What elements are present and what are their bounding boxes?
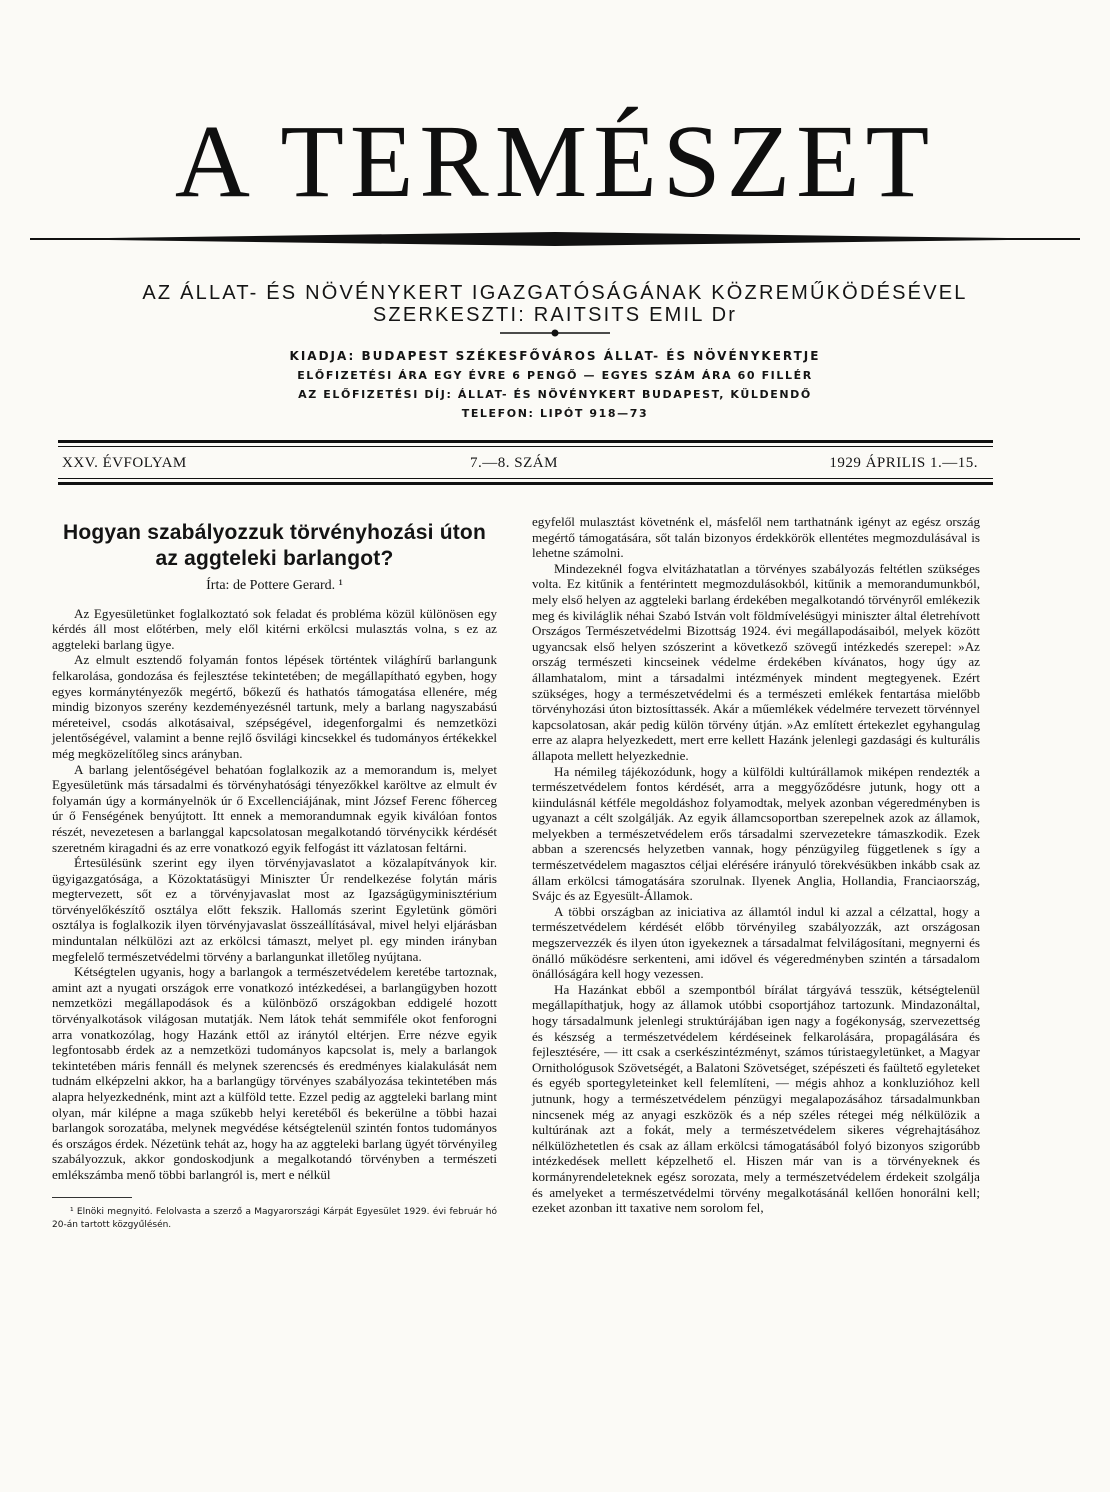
issue-volume: XXV. ÉVFOLYAM <box>62 455 187 471</box>
paragraph: A barlang jelentőségével behatóan foglalkozik az a memorandum is, melyet Egyesületünk más társadalmi és törvényhatósági tényezőkkel karöltve az elmult év folyamán úgy a kormányelnök úr ő Excellenciájának, mint József Ferenc főherceg úr ő Fenségének benyújtott. Itt ennek a memorandumnak egyik kiválóan fontos részét, nevezetesen a barlanggal kapcsolatosan megalkotandó törvénycikk kérdését szeretném kiragadni és az erre vonatkozó egyik felfogást itt vázlatosan feltárni. <box>52 761 497 855</box>
article-title-line-2: az aggteleki barlangot? <box>155 547 394 570</box>
paragraph: Az Egyesületünket foglalkoztató sok feladat és probléma közül különösen egy kérdés áll most előtérben, mely elől kitérni erkölcsi mulasztás volna, s ez az aggteleki barlang ügye. <box>52 605 497 652</box>
paragraph: Ha némileg tájékozódunk, hogy a külföldi kultúrállamok miképen rendezték a természetvédelem fontos kérdését, arra a meggyőződésre jutunk, hogy ott a kiindulásnál kétféle megoldáshoz folyamodtak, melyek azonban végeredményben is ugyanazt a célt szolgálják. Az egyik államcsoportban szerepelnek azok az államok, melyekben a természetvédelem erős társadalmi szervezetekre támaszkodik. Ezek abban a szerencsés helyzetben vannak, hogy pénzügyileg függetlenek s így a természetvédelem magasztos céljai elérésére irányuló törekvésükben inkább csak az állam erkölcsi támogatására szorulnak. Ilyenek Anglia, Hollandia, Franciaország, Svájc és az Egyesült-Államok. <box>532 763 980 904</box>
divider <box>58 478 993 479</box>
publisher-line: KIADJA: BUDAPEST SZÉKESFŐVÁROS ÁLLAT- ÉS NÖVÉNYKERTJE <box>289 349 821 363</box>
divider <box>58 482 993 485</box>
article-author: Írta: de Pottere Gerard. ¹ <box>206 578 343 593</box>
paragraph: Értesülésünk szerint egy ilyen törvényjavaslatot a közalapítványok kir. ügyigazgatósága, a Közoktatásügyi Miniszter Úr rendelkezése folytán máris megtervezett, sőt ez a törvényjavaslat most az Igazságügyminisztérium törvényelőkészítő osztálya előtt fekszik. Hallomás szerint Egyletünk gömöri osztálya is foglalkozik ilyen törvényjavaslat összeállításával, mivel helyi eljárásban minduntalan nélkülözi azt az erkölcsi támaszt, melyet pl. egy minden irányban megfelelő természetvédelmi törvény a barlangunkat illetőleg nyújtana. <box>52 855 497 964</box>
issue-date: 1929 ÁPRILIS 1.—15. <box>829 455 978 471</box>
telephone: TELEFON: LIPÓT 918—73 <box>461 407 649 420</box>
footnote-rule <box>52 1197 132 1198</box>
divider-ornament <box>480 328 630 338</box>
paragraph: Az elmult esztendő folyamán fontos lépések történtek világhírű barlangunk felkarolása, gondozása és fejlesztése tekintetében; de megállapítható egyben, hogy egyes kormánytényezők megértő, bőkezű és hathatós támogatása ellenére, még mindig bizonyos szerény kezdeményezésnél tartunk, mely a barlang nagyszabású méreteivel, csodás alkotásaival, szépségével, idegenforgalmi és nemzetközi jelentőségével, valamint a benne rejlő ősvilági kincsekkel és tudományos értékekkel még megközelítőleg sincs arányban. <box>52 652 497 761</box>
paragraph: Kétségtelen ugyanis, hogy a barlangok a természetvédelem keretébe tartoznak, amint azt a nyugati országok erre vonatkozó intézkedései, a barlangügyben hozott nemzetközi megállapodások és a különböző országokban eddigelé hozott törvényalkotások világosan mutatják. Nem látok tehát semmiféle okot fenforogni arra vonatkozólag, hogy Hazánk ettől az iránytól eltérjen. Erre nézve egyik legfontosabb érdek az a nemzetközi tudományos kapcsolat is, mely a barlangok tekintetében máris fennáll és melynek szerencsés és eredményes kialakulását nem tudnám elképzelni akkor, ha a barlangügy törvényes szabályozása tekintetében más alapra helyezkednénk, mint azt a külföld tette. Ezzel pedig az aggteleki barlang mint olyan, már kilépne a maga szűkebb helyi keretéből és bekerülne a többi hazai barlangok sorozatába, melynek megvédése kétségtelenül szintén fontos tudományos és országos érdek. Nézetünk tehát az, hogy ha az aggteleki barlang ügyét törvényileg szabályozzuk, akkor gondoskodjunk a megalkotandó törvényben a természeti emlékszámba menő többi barlangról is, mert e nélkül <box>52 964 498 1182</box>
article-column-right <box>532 514 980 1216</box>
masthead-rule <box>30 232 1080 246</box>
footnote: ¹ Elnöki megnyitó. Felolvasta a szerző a Magyarországi Kárpát Egyesület 1929. évi február hó 20-án tartott közgyűlésén. <box>52 1206 497 1230</box>
subtitle-line-1: AZ ÁLLAT- ÉS NÖVÉNYKERT IGAZGATÓSÁGÁNAK KÖZREMŰKÖDÉSÉVEL <box>142 282 968 304</box>
paragraph: Mindezeknél fogva elvitázhatatlan a törvényes szabályozás feltétlen szükséges volta. Ez kitűnik a fentérintett megmozdulásokból, kitűnik a memorandumunkból, mely első helyen az aggteleki barlang érdekében megalkotandó törvényről emlékezik meg és kiviláglik néhai Szabó István volt földmívelésügyi miniszter által életrehívott Országos Természetvédelmi Bizottság 1924. évi megállapodásaiból, melyek között ugyancsak első helyen szószerint a következő szövegű intézkedés szerepel: »Az ország természeti kincseinek védelme érdekében kívánatos, hogy úgy az államhatalom, mint a társadalmi intézmények mindent megtegyenek. Ezért szükséges, hogy a természetvédelmi és a természeti emlékek fentartása mielőbb törvényhozási úton biztosíttassék. Akár a műemlékek védelmére tervezett törvénnyel kapcsolatosan, akár pedig külön törvény útján. »Az említett értekezlet egyhangulag erre az alapra helyezkedett, mert erre kellett Hazánk jelenlegi gazdasági és kulturális állapota mellett helyezkednie. <box>532 560 980 763</box>
subtitle-editor: SZERKESZTI: RAITSITS EMIL Dr <box>372 304 738 326</box>
paragraph: Ha Hazánkat ebből a szempontból bírálat tárgyává tesszük, kétségtelenül megállapíthatjuk, hogy az államok utóbbi csoportjához tartozunk. Mindazonáltal, hogy társadalmunk jelenlegi struktúrájában igen nagy a fogékonyság, szervezettség és készség a természetvédelem kérdéseinek felkarolására, propagálására és fejlesztésére, — itt csak a cserkészintézményt, számos túristaegyletünket, a Magyar Ornithológusok Szövetségét, a Balatoni Szövetséget, szépészeti és faültető egyleteket és egyéb sportegyleteinket kell felemlíteni, — mégis ahhoz a konkluzióhoz kell jutnunk, hogy a természetvédelem pénzügyi megalapozásához társadalmunkban nincsenek még az anyagi eszközök és a nép széles rétegei még nélkülözik a kultúrának azt a fokát, mely a természetvédelem sikeres végrehajtásához nélkülözhetetlen és csak az állam erkölcsi támogatásából folyó bizonyos szigorúbb intézkedések mellett képzelhető el. Hiszen már van is a törvényeknek és kormányrendeleteknek egész sorozata, mely a természetvédelem érdekeit szolgálja és amelyeket a természetvédelmi törvény megalkotásánál kellően honorálni kell; ezeket azonban itt taxative nem sorolom fel, <box>532 981 980 1216</box>
issue-number: 7.—8. SZÁM <box>470 455 558 471</box>
masthead-title: A TERMÉSZET <box>174 104 936 219</box>
subscription-address: AZ ELŐFIZETÉSI DÍJ: ÁLLAT- ÉS NÖVÉNYKERT BUDAPEST, KÜLDENDŐ <box>298 388 812 401</box>
subscription-price: ELŐFIZETÉSI ÁRA EGY ÉVRE 6 PENGŐ — EGYES SZÁM ÁRA 60 FILLÉR <box>297 369 813 382</box>
paragraph: egyfelől mulasztást követnénk el, másfelől nem tarthatnánk igényt az egész ország megértő támogatására, sőt talán bizonyos érdekkörök ellentétes megmozdulásával is lehetne számolni. <box>532 514 980 561</box>
paragraph: A többi országban az iniciativa az államtól indul ki azzal a célzattal, hogy a természetvédelem kérdését előbb törvényileg szabályozzák, azt országosan megszervezzék és ilyen úton igyekeznek a társadalmat felvilágosítani, megnyerni és önálló működésre serkenteni, ami idővel és végeredményben szintén a társadalom önállóságára kell hogy vezessen. <box>532 903 980 982</box>
article-title-line-1: Hogyan szabályozzuk törvényhozási úton <box>62 521 486 544</box>
divider <box>58 446 993 447</box>
divider <box>58 440 993 443</box>
article-title <box>52 520 497 572</box>
article-column-left <box>52 512 497 1232</box>
